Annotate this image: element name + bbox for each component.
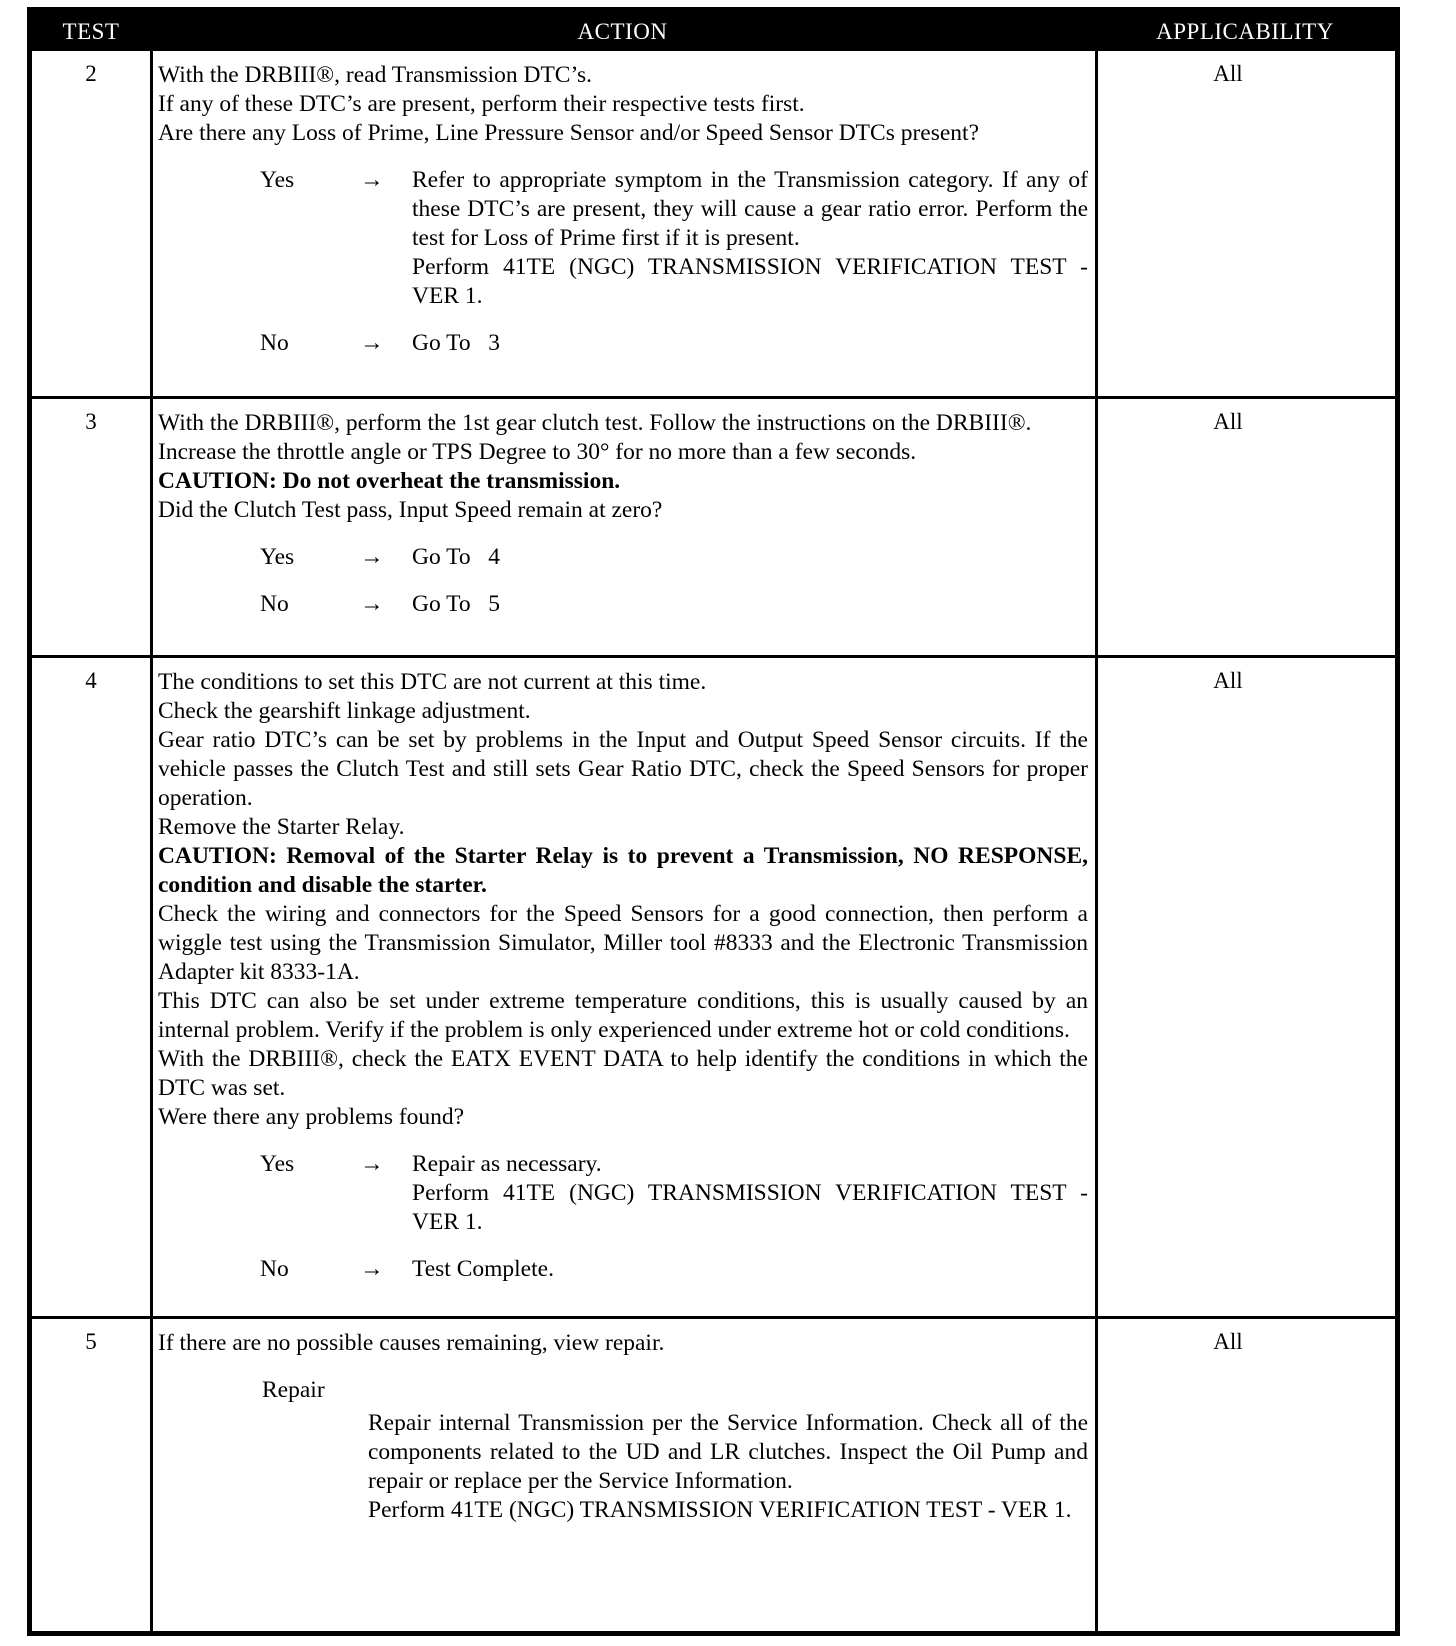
- action-question: Did the Clutch Test pass, Input Speed remain at zero?: [158, 497, 663, 523]
- table-row-test-4: [32, 655, 1395, 1316]
- repair-text: [158, 1409, 1088, 1525]
- action-line: With the DRBIII®, check the EATX EVENT DATA to help identify the conditions in which the DTC was set.: [158, 1046, 1088, 1101]
- yes-label: Yes: [260, 544, 295, 570]
- header-applicability: APPLICABILITY: [1156, 19, 1334, 44]
- caution-text: CAUTION: Do not overheat the transmission.: [158, 468, 621, 494]
- yes-answer: [158, 1150, 1088, 1237]
- yes-text-2: Perform 41TE (NGC) TRANSMISSION VERIFICATION TEST - VER 1.: [412, 254, 1088, 309]
- applicability: All: [1213, 61, 1243, 86]
- test-number: 4: [85, 668, 97, 693]
- arrow-icon: →: [360, 167, 384, 193]
- action-line: With the DRBIII®, read Transmission DTC’s.: [158, 62, 593, 88]
- test-number: 2: [85, 61, 97, 86]
- test-number: 3: [85, 409, 97, 434]
- action-cell: [158, 668, 1088, 1284]
- arrow-icon: →: [360, 544, 384, 570]
- no-answer: [158, 329, 1088, 358]
- action-line: This DTC can also be set under extreme temperature conditions, this is usually caused by an internal problem. Verify if the problem is only experienced under extreme hot or cold conditions.: [158, 988, 1088, 1043]
- no-label: No: [260, 330, 289, 356]
- action-line: Remove the Starter Relay.: [158, 814, 405, 840]
- applicability: All: [1213, 668, 1243, 693]
- applicability: All: [1213, 409, 1243, 434]
- table-row-test-5: [32, 1316, 1395, 1631]
- action-cell: [158, 409, 1088, 619]
- no-label: No: [260, 591, 289, 617]
- action-cell: [158, 61, 1088, 358]
- action-line: Check the gearshift linkage adjustment.: [158, 698, 531, 724]
- arrow-icon: →: [360, 1151, 384, 1177]
- no-label: No: [260, 1256, 289, 1282]
- yes-label: Yes: [260, 167, 295, 193]
- no-answer: [158, 1255, 1088, 1284]
- table-row-test-2: [32, 51, 1395, 396]
- arrow-icon: →: [360, 591, 384, 617]
- action-line: If there are no possible causes remaining, view repair.: [158, 1330, 665, 1356]
- yes-text: Go To 4: [412, 544, 501, 570]
- applicability: All: [1213, 1329, 1243, 1354]
- table-header: [32, 12, 1395, 51]
- action-cell: [158, 1329, 1088, 1525]
- repair-label: Repair: [262, 1377, 325, 1403]
- header-action: ACTION: [577, 19, 668, 44]
- header-test: TEST: [62, 19, 120, 44]
- arrow-icon: →: [360, 1256, 384, 1282]
- no-text: Go To 5: [412, 591, 501, 617]
- yes-label: Yes: [260, 1151, 295, 1177]
- caution-text: CAUTION: Removal of the Starter Relay is to prevent a Transmission, NO RESPONSE, condition and disable the starter.: [158, 843, 1088, 898]
- action-line: If any of these DTC’s are present, perform their respective tests first.: [158, 91, 805, 117]
- yes-answer: [158, 166, 1088, 311]
- action-line: Are there any Loss of Prime, Line Pressure Sensor and/or Speed Sensor DTCs present?: [158, 120, 980, 146]
- arrow-icon: →: [360, 330, 384, 356]
- action-line: Check the wiring and connectors for the Speed Sensors for a good connection, then perform a wiggle test using the Transmission Simulator, Miller tool #8333 and the Electronic Transmission Adapter kit 8333-1A.: [158, 901, 1088, 985]
- action-line: Increase the throttle angle or TPS Degree to 30° for no more than a few seconds.: [158, 439, 917, 465]
- action-line: The conditions to set this DTC are not current at this time.: [158, 669, 707, 695]
- yes-text-2: Perform 41TE (NGC) TRANSMISSION VERIFICATION TEST - VER 1.: [412, 1180, 1088, 1235]
- no-text: Test Complete.: [412, 1256, 554, 1282]
- repair-text-body: Repair internal Transmission per the Service Information. Check all of the components related to the UD and LR clutches. Inspect the Oil Pump and repair or replace per the Service Information.: [368, 1410, 1088, 1494]
- test-number: 5: [85, 1329, 97, 1354]
- yes-answer: [158, 543, 1088, 572]
- no-text: Go To 3: [412, 330, 501, 356]
- yes-text: Repair as necessary.: [412, 1151, 602, 1177]
- action-question: Were there any problems found?: [158, 1104, 465, 1130]
- action-line: With the DRBIII®, perform the 1st gear clutch test. Follow the instructions on the DRBIII®.: [158, 410, 1032, 436]
- repair-text-verify: Perform 41TE (NGC) TRANSMISSION VERIFICATION TEST - VER 1.: [368, 1497, 1072, 1523]
- action-line: Gear ratio DTC’s can be set by problems in the Input and Output Speed Sensor circuits. If the vehicle passes the Clutch Test and still sets Gear Ratio DTC, check the Speed Sensors for proper operation.: [158, 727, 1088, 811]
- yes-text: Refer to appropriate symptom in the Transmission category. If any of these DTC’s are present, they will cause a gear ratio error. Perform the test for Loss of Prime first if it is present.: [412, 167, 1088, 251]
- table-row-test-3: [32, 396, 1395, 655]
- no-answer: [158, 590, 1088, 619]
- diagnostic-table: [27, 7, 1400, 1636]
